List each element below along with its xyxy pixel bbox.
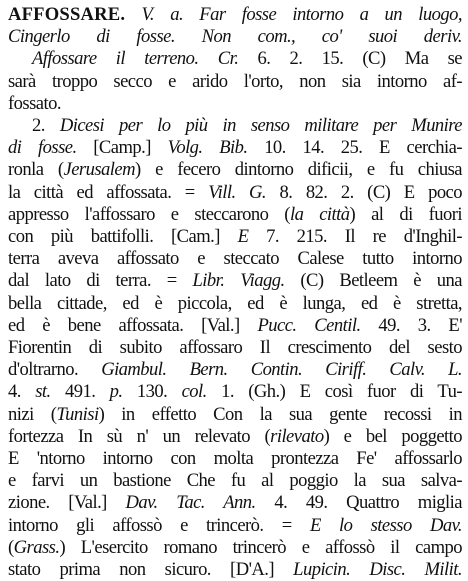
text-run: 1. (Gh.) E così fuor di Tu- bbox=[206, 381, 462, 403]
text-run: E 'ntorno intorno con molta prontezza Fe' affossarlo bbox=[8, 448, 462, 470]
text-line bbox=[8, 248, 462, 270]
text-line bbox=[8, 204, 462, 226]
text-run: la città ed affossata. = bbox=[8, 181, 209, 203]
text-run: Fiorentin di subito affossaro Il crescimento del sesto bbox=[8, 337, 462, 359]
italic-text: st. bbox=[35, 381, 51, 403]
text-line bbox=[8, 4, 462, 26]
italic-text: Cingerlo di fosse. Non com., co' suoi deriv. bbox=[8, 26, 462, 48]
text-run: 49. 3. E' bbox=[360, 314, 463, 336]
italic-text: Dav. Tac. Ann. bbox=[125, 492, 256, 514]
italic-text: Cr. bbox=[217, 48, 239, 70]
text-line bbox=[8, 559, 462, 581]
text-run: 491. bbox=[50, 381, 110, 403]
text-run: ) L'esercito romano trincerò e affossò il campo bbox=[59, 536, 462, 558]
text-run: ronla ( bbox=[8, 159, 64, 181]
italic-text: E lo stesso Dav. bbox=[309, 514, 462, 536]
text-run: bella cittade, ed è piccola, ed è lunga, ed è stretta, bbox=[8, 292, 462, 314]
text-line bbox=[8, 137, 462, 159]
text-run: (C) Betleem è una bbox=[284, 270, 462, 292]
text-run: [Camp.] bbox=[76, 137, 168, 159]
text-line bbox=[8, 71, 462, 93]
text-line bbox=[8, 515, 462, 537]
italic-text: di fosse. bbox=[8, 137, 77, 159]
text-line bbox=[8, 93, 462, 115]
text-run: fossato. bbox=[8, 92, 61, 114]
text-run: sarà troppo secco e arido l'orto, non sia intorno af- bbox=[8, 70, 462, 92]
text-run: ) in effetto Con la sua gente recossi in bbox=[98, 403, 462, 425]
text-run: nizi ( bbox=[8, 403, 57, 425]
text-run: intorno gli affossò e trincerò. = bbox=[8, 514, 310, 536]
text-run: d'oltrarno. bbox=[8, 359, 102, 381]
text-run: dal lato di terra. = bbox=[8, 270, 193, 292]
text-run: appresso l'affossaro e steccarono ( bbox=[8, 203, 290, 225]
italic-text: Jerusalem bbox=[63, 159, 135, 181]
italic-text: V. a. Far fosse intorno a un luogo, bbox=[141, 4, 462, 25]
italic-text: Grass. bbox=[13, 536, 60, 558]
text-line bbox=[8, 48, 462, 70]
text-run bbox=[125, 4, 141, 25]
text-line bbox=[8, 404, 462, 426]
italic-text: la città bbox=[289, 203, 350, 225]
text-line bbox=[8, 337, 462, 359]
text-line bbox=[8, 226, 462, 248]
text-run: 8. 82. 2. (C) E poco bbox=[266, 181, 463, 203]
text-run: ed è bene affossata. [Val.] bbox=[8, 314, 258, 336]
text-run: ) e bel poggetto bbox=[323, 425, 463, 447]
text-run: 6. 2. 15. (C) Ma se bbox=[238, 48, 462, 70]
text-line bbox=[8, 26, 462, 48]
text-run: 2. bbox=[32, 115, 60, 137]
italic-text: rilevato bbox=[270, 425, 324, 447]
text-line bbox=[8, 470, 462, 492]
italic-text: Affossare il terreno. bbox=[32, 48, 199, 70]
italic-text: Vill. G. bbox=[208, 181, 267, 203]
text-run: ) al di fuori bbox=[349, 203, 462, 225]
text-run: con più battifolli. [Cam.] bbox=[8, 226, 238, 248]
text-line bbox=[8, 381, 462, 403]
text-run: fortezza In sù n' un relevato ( bbox=[8, 425, 271, 447]
text-line bbox=[8, 293, 462, 315]
text-line bbox=[8, 448, 462, 470]
text-line bbox=[8, 359, 462, 381]
text-line bbox=[8, 537, 462, 559]
text-run bbox=[199, 48, 218, 69]
italic-text: col. bbox=[181, 381, 207, 403]
italic-text: Pucc. Centil. bbox=[257, 314, 361, 336]
text-run: stato prima non sicuro. [D'A.] bbox=[8, 559, 294, 581]
italic-text: Giambul. Bern. Contin. Ciriff. Calv. L. bbox=[101, 359, 462, 381]
text-line bbox=[8, 492, 462, 514]
italic-text: Volg. Bib. bbox=[167, 137, 248, 159]
text-run: ) e fecero dintorno dificii, e fu chiusa bbox=[135, 159, 462, 181]
text-run: ( bbox=[8, 536, 14, 558]
headword: AFFOSSARE. bbox=[8, 4, 126, 25]
italic-text: Libr. Viagg. bbox=[192, 270, 285, 292]
text-run: 4. bbox=[8, 381, 36, 403]
italic-text: Tunisi bbox=[56, 403, 99, 425]
text-run: 10. 14. 25. E cerchia- bbox=[247, 137, 462, 159]
text-run: e farvi un bastione Che fu al poggio la sua salva- bbox=[8, 470, 462, 492]
italic-text: Dicesi per lo più in senso militare per Munire bbox=[59, 115, 462, 137]
italic-text: E bbox=[237, 226, 249, 248]
text-run: 7. 215. Il re d'Inghil- bbox=[248, 226, 462, 248]
text-run: 4. 49. Quattro miglia bbox=[255, 492, 462, 514]
text-run: terra aveva affossato e steccato Calese tutto intorno bbox=[8, 248, 462, 270]
text-run: 130. bbox=[122, 381, 182, 403]
text-line bbox=[8, 315, 462, 337]
text-run: zione. [Val.] bbox=[8, 492, 126, 514]
text-line bbox=[8, 270, 462, 292]
text-line bbox=[8, 182, 462, 204]
text-line bbox=[8, 159, 462, 181]
text-line bbox=[8, 115, 462, 137]
text-line bbox=[8, 426, 462, 448]
italic-text: p. bbox=[109, 381, 123, 403]
italic-text: Lupicin. Disc. Milit. bbox=[293, 559, 462, 581]
